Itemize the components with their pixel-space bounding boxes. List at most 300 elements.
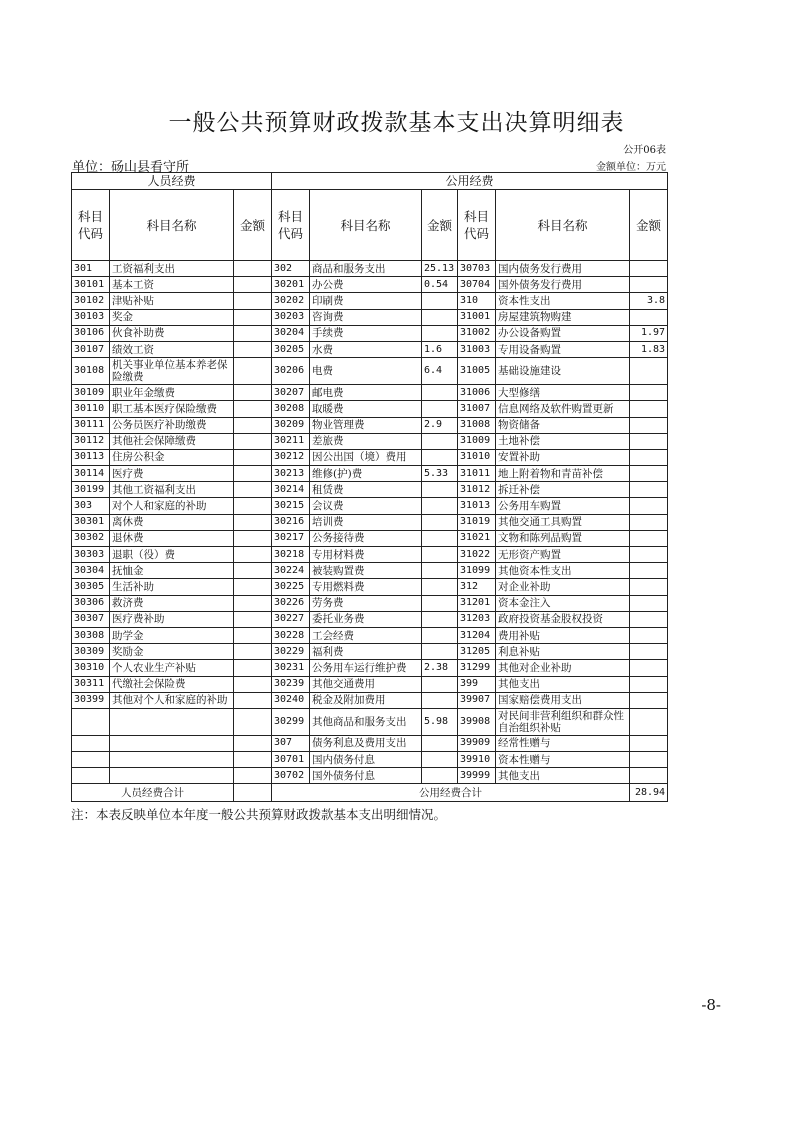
cell-name: 专用设备购置 <box>496 341 630 357</box>
cell-name: 工会经费 <box>310 627 422 643</box>
cell-name: 公务用车购置 <box>496 498 630 514</box>
cell-amount <box>234 530 272 546</box>
cell-code: 31002 <box>458 325 496 341</box>
cell-code: 30199 <box>72 482 110 498</box>
section-personnel: 人员经费 <box>72 173 272 190</box>
cell-name: 其他支出 <box>496 768 630 784</box>
cell-amount: 1.83 <box>630 341 668 357</box>
cell-code: 30305 <box>72 579 110 595</box>
cell-amount <box>630 579 668 595</box>
col-header-amount: 金额 <box>234 190 272 261</box>
cell-code: 31203 <box>458 611 496 627</box>
cell-code: 30704 <box>458 277 496 293</box>
cell-code: 30211 <box>272 433 310 449</box>
table-row <box>72 768 668 784</box>
cell-amount <box>422 676 458 692</box>
cell-name: 土地补偿 <box>496 433 630 449</box>
cell-amount <box>422 627 458 643</box>
money-unit-label: 金额单位：万元 <box>596 162 666 173</box>
cell-name: 房屋建筑物购建 <box>496 309 630 325</box>
cell-name: 劳务费 <box>310 595 422 611</box>
cell-amount <box>630 277 668 293</box>
cell-amount <box>630 595 668 611</box>
cell-amount <box>234 644 272 660</box>
cell-code: 30212 <box>272 449 310 465</box>
cell-name: 资本金注入 <box>496 595 630 611</box>
cell-code: 30701 <box>272 752 310 768</box>
cell-code: 30101 <box>72 277 110 293</box>
cell-code: 30225 <box>272 579 310 595</box>
cell-name: 维修(护)费 <box>310 466 422 482</box>
cell-code: 31009 <box>458 433 496 449</box>
cell-amount: 5.98 <box>422 708 458 735</box>
cell-amount: 1.97 <box>630 325 668 341</box>
cell-amount <box>630 261 668 277</box>
cell-code: 30218 <box>272 547 310 563</box>
cell-code: 30228 <box>272 627 310 643</box>
table-row <box>72 611 668 627</box>
cell-name: 其他对个人和家庭的补助 <box>110 692 234 708</box>
cell-amount <box>422 752 458 768</box>
cell-amount <box>422 482 458 498</box>
cell-amount <box>234 293 272 309</box>
cell-code: 30399 <box>72 692 110 708</box>
table-row <box>72 735 668 751</box>
cell-name: 手续费 <box>310 325 422 341</box>
cell-name: 公务用车运行维护费 <box>310 660 422 676</box>
cell-code: 30204 <box>272 325 310 341</box>
cell-name: 退职（役）费 <box>110 547 234 563</box>
cell-name: 对个人和家庭的补助 <box>110 498 234 514</box>
cell-amount <box>234 466 272 482</box>
cell-code: 30702 <box>272 768 310 784</box>
cell-name: 抚恤金 <box>110 563 234 579</box>
column-header-row <box>72 190 668 261</box>
cell-amount <box>630 563 668 579</box>
cell-amount <box>630 498 668 514</box>
cell-name: 大型修缮 <box>496 385 630 401</box>
cell-amount: 1.6 <box>422 341 458 357</box>
cell-name: 租赁费 <box>310 482 422 498</box>
cell-name: 拆迁补偿 <box>496 482 630 498</box>
cell-code: 31010 <box>458 449 496 465</box>
cell-amount <box>422 498 458 514</box>
cell-amount <box>234 341 272 357</box>
cell-name: 差旅费 <box>310 433 422 449</box>
cell-name: 国外债务发行费用 <box>496 277 630 293</box>
cell-code: 30215 <box>272 498 310 514</box>
table-row <box>72 563 668 579</box>
cell-code: 39908 <box>458 708 496 735</box>
cell-name: 医疗费 <box>110 466 234 482</box>
cell-amount <box>422 595 458 611</box>
cell-code: 31299 <box>458 660 496 676</box>
cell-amount <box>630 692 668 708</box>
cell-amount: 25.13 <box>422 261 458 277</box>
cell-amount <box>234 547 272 563</box>
cell-amount <box>422 692 458 708</box>
cell-name: 退休费 <box>110 530 234 546</box>
cell-code: 39909 <box>458 735 496 751</box>
cell-code: 30311 <box>72 676 110 692</box>
cell-amount <box>630 676 668 692</box>
cell-name: 税金及附加费用 <box>310 692 422 708</box>
cell-code: 30703 <box>458 261 496 277</box>
cell-name: 资本性支出 <box>496 293 630 309</box>
table-row <box>72 547 668 563</box>
table-row <box>72 293 668 309</box>
cell-name: 其他支出 <box>496 676 630 692</box>
cell-name: 咨询费 <box>310 309 422 325</box>
cell-code: 31019 <box>458 514 496 530</box>
table-row <box>72 660 668 676</box>
col-header-code: 科目代码 <box>458 190 496 261</box>
cell-code: 30308 <box>72 627 110 643</box>
cell-name: 津贴补贴 <box>110 293 234 309</box>
cell-amount <box>234 752 272 768</box>
cell-amount <box>630 401 668 417</box>
cell-amount <box>630 611 668 627</box>
table-row <box>72 676 668 692</box>
cell-code: 31011 <box>458 466 496 482</box>
cell-name: 债务利息及费用支出 <box>310 735 422 751</box>
cell-code: 30214 <box>272 482 310 498</box>
table-row <box>72 417 668 433</box>
cell-amount <box>630 514 668 530</box>
cell-code: 30108 <box>72 358 110 385</box>
cell-code: 30206 <box>272 358 310 385</box>
cell-code: 39907 <box>458 692 496 708</box>
cell-code: 30304 <box>72 563 110 579</box>
table-row <box>72 752 668 768</box>
cell-name: 伙食补助费 <box>110 325 234 341</box>
cell-amount <box>234 563 272 579</box>
cell-name: 救济费 <box>110 595 234 611</box>
cell-amount: 3.8 <box>630 293 668 309</box>
cell-name: 信息网络及软件购置更新 <box>496 401 630 417</box>
cell-code: 30201 <box>272 277 310 293</box>
cell-name: 办公设备购置 <box>496 325 630 341</box>
cell-name: 个人农业生产补贴 <box>110 660 234 676</box>
cell-name: 专用燃料费 <box>310 579 422 595</box>
cell-code: 39999 <box>458 768 496 784</box>
cell-amount: 5.33 <box>422 466 458 482</box>
cell-code: 30114 <box>72 466 110 482</box>
cell-name: 专用材料费 <box>310 547 422 563</box>
cell-code: 30301 <box>72 514 110 530</box>
cell-name: 委托业务费 <box>310 611 422 627</box>
cell-code: 30213 <box>272 466 310 482</box>
cell-code <box>72 752 110 768</box>
cell-amount <box>422 293 458 309</box>
personnel-total-label: 人员经费合计 <box>72 784 234 802</box>
cell-name: 基础设施建设 <box>496 358 630 385</box>
cell-amount <box>630 708 668 735</box>
cell-amount <box>630 385 668 401</box>
table-row <box>72 498 668 514</box>
cell-code: 30106 <box>72 325 110 341</box>
cell-amount <box>234 611 272 627</box>
cell-code: 31005 <box>458 358 496 385</box>
cell-name: 离休费 <box>110 514 234 530</box>
cell-code <box>72 768 110 784</box>
cell-code: 30207 <box>272 385 310 401</box>
cell-amount <box>234 449 272 465</box>
cell-amount <box>422 433 458 449</box>
cell-amount <box>630 358 668 385</box>
cell-name <box>110 735 234 751</box>
cell-amount <box>422 579 458 595</box>
expenditure-table <box>71 172 668 802</box>
cell-amount <box>422 401 458 417</box>
cell-code: 31205 <box>458 644 496 660</box>
table-row <box>72 385 668 401</box>
table-row <box>72 627 668 643</box>
cell-name: 电费 <box>310 358 422 385</box>
cell-code: 30240 <box>272 692 310 708</box>
cell-name: 培训费 <box>310 514 422 530</box>
cell-code: 30309 <box>72 644 110 660</box>
cell-code: 30239 <box>272 676 310 692</box>
cell-name: 生活补助 <box>110 579 234 595</box>
cell-name: 费用补贴 <box>496 627 630 643</box>
cell-code: 30112 <box>72 433 110 449</box>
cell-amount <box>234 482 272 498</box>
public-total-label: 公用经费合计 <box>272 784 630 802</box>
cell-amount <box>234 514 272 530</box>
cell-name: 办公费 <box>310 277 422 293</box>
cell-code: 30302 <box>72 530 110 546</box>
cell-code: 307 <box>272 735 310 751</box>
public-total-value: 28.94 <box>630 784 668 802</box>
cell-name: 国外债务付息 <box>310 768 422 784</box>
cell-code: 302 <box>272 261 310 277</box>
cell-code: 30110 <box>72 401 110 417</box>
cell-amount <box>234 595 272 611</box>
table-row <box>72 358 668 385</box>
cell-name: 基本工资 <box>110 277 234 293</box>
cell-amount <box>234 692 272 708</box>
cell-name: 文物和陈列品购置 <box>496 530 630 546</box>
cell-amount <box>234 498 272 514</box>
cell-code: 31008 <box>458 417 496 433</box>
cell-name: 对企业补助 <box>496 579 630 595</box>
cell-amount <box>234 277 272 293</box>
cell-amount <box>234 768 272 784</box>
cell-amount <box>630 309 668 325</box>
cell-code: 31021 <box>458 530 496 546</box>
cell-code: 30203 <box>272 309 310 325</box>
cell-amount <box>630 735 668 751</box>
cell-code: 30231 <box>272 660 310 676</box>
table-row <box>72 579 668 595</box>
cell-code: 303 <box>72 498 110 514</box>
cell-name <box>110 768 234 784</box>
cell-amount <box>630 482 668 498</box>
cell-name: 绩效工资 <box>110 341 234 357</box>
cell-code: 30229 <box>272 644 310 660</box>
cell-code: 30216 <box>272 514 310 530</box>
cell-name: 工资福利支出 <box>110 261 234 277</box>
cell-code <box>72 735 110 751</box>
cell-name: 职业年金缴费 <box>110 385 234 401</box>
cell-code: 31022 <box>458 547 496 563</box>
cell-amount <box>234 579 272 595</box>
cell-amount <box>234 676 272 692</box>
cell-name: 物资储备 <box>496 417 630 433</box>
cell-code: 30310 <box>72 660 110 676</box>
cell-name: 地上附着物和青苗补偿 <box>496 466 630 482</box>
cell-name: 资本性赠与 <box>496 752 630 768</box>
cell-code: 30202 <box>272 293 310 309</box>
cell-amount <box>234 433 272 449</box>
cell-code: 31013 <box>458 498 496 514</box>
cell-name: 物业管理费 <box>310 417 422 433</box>
cell-amount <box>234 401 272 417</box>
cell-amount: 2.9 <box>422 417 458 433</box>
cell-name: 福利费 <box>310 644 422 660</box>
form-number: 公开06表 <box>623 145 666 156</box>
cell-amount <box>630 417 668 433</box>
col-header-code: 科目代码 <box>272 190 310 261</box>
cell-name: 其他交通费用 <box>310 676 422 692</box>
cell-amount <box>630 530 668 546</box>
cell-name: 医疗费补助 <box>110 611 234 627</box>
cell-amount <box>422 547 458 563</box>
cell-code: 30113 <box>72 449 110 465</box>
cell-amount <box>630 449 668 465</box>
cell-name: 其他工资福利支出 <box>110 482 234 498</box>
cell-amount <box>630 547 668 563</box>
cell-name: 因公出国（境）费用 <box>310 449 422 465</box>
cell-name: 其他对企业补助 <box>496 660 630 676</box>
cell-code: 39910 <box>458 752 496 768</box>
cell-name <box>110 708 234 735</box>
table-row <box>72 692 668 708</box>
cell-code: 30306 <box>72 595 110 611</box>
cell-amount <box>234 627 272 643</box>
cell-name: 利息补贴 <box>496 644 630 660</box>
cell-amount <box>234 261 272 277</box>
table-row <box>72 401 668 417</box>
table-row <box>72 433 668 449</box>
cell-code: 399 <box>458 676 496 692</box>
table-row <box>72 449 668 465</box>
table-row <box>72 644 668 660</box>
col-header-name: 科目名称 <box>110 190 234 261</box>
cell-code: 30226 <box>272 595 310 611</box>
cell-name: 对民间非营利组织和群众性自治组织补贴 <box>496 708 630 735</box>
col-header-name: 科目名称 <box>310 190 422 261</box>
cell-amount <box>234 660 272 676</box>
cell-amount <box>630 660 668 676</box>
cell-name: 水费 <box>310 341 422 357</box>
cell-code: 31003 <box>458 341 496 357</box>
cell-name: 国家赔偿费用支出 <box>496 692 630 708</box>
cell-amount <box>630 752 668 768</box>
cell-code: 30107 <box>72 341 110 357</box>
table-row <box>72 595 668 611</box>
table-row <box>72 530 668 546</box>
cell-amount <box>630 466 668 482</box>
table-row <box>72 466 668 482</box>
cell-amount <box>422 530 458 546</box>
cell-name: 公务接待费 <box>310 530 422 546</box>
table-row <box>72 277 668 293</box>
cell-code: 31201 <box>458 595 496 611</box>
cell-name: 公务员医疗补助缴费 <box>110 417 234 433</box>
cell-code: 30227 <box>272 611 310 627</box>
cell-name: 其他资本性支出 <box>496 563 630 579</box>
cell-name: 代缴社会保险费 <box>110 676 234 692</box>
cell-code: 30209 <box>272 417 310 433</box>
cell-code: 30299 <box>272 708 310 735</box>
cell-amount: 0.54 <box>422 277 458 293</box>
cell-code: 31012 <box>458 482 496 498</box>
cell-code: 31001 <box>458 309 496 325</box>
cell-name: 国内债务付息 <box>310 752 422 768</box>
table-row <box>72 708 668 735</box>
cell-name: 职工基本医疗保险缴费 <box>110 401 234 417</box>
cell-amount <box>630 627 668 643</box>
totals-row <box>72 784 668 802</box>
cell-amount <box>422 735 458 751</box>
cell-name: 商品和服务支出 <box>310 261 422 277</box>
cell-name: 住房公积金 <box>110 449 234 465</box>
cell-name: 邮电费 <box>310 385 422 401</box>
cell-name: 奖励金 <box>110 644 234 660</box>
cell-amount <box>630 433 668 449</box>
table-row <box>72 514 668 530</box>
cell-name: 奖金 <box>110 309 234 325</box>
cell-amount <box>234 358 272 385</box>
cell-code: 30205 <box>272 341 310 357</box>
cell-name <box>110 752 234 768</box>
cell-name: 安置补助 <box>496 449 630 465</box>
cell-name: 无形资产购置 <box>496 547 630 563</box>
cell-amount <box>422 644 458 660</box>
cell-name: 其他交通工具购置 <box>496 514 630 530</box>
cell-code: 30208 <box>272 401 310 417</box>
col-header-code: 科目代码 <box>72 190 110 261</box>
cell-name: 印刷费 <box>310 293 422 309</box>
cell-amount <box>422 514 458 530</box>
cell-amount <box>234 385 272 401</box>
unit-label: 单位：砀山县看守所 <box>72 160 190 175</box>
cell-name: 取暖费 <box>310 401 422 417</box>
cell-code: 30303 <box>72 547 110 563</box>
cell-amount <box>234 735 272 751</box>
cell-code: 30307 <box>72 611 110 627</box>
table-row <box>72 341 668 357</box>
cell-name: 被装购置费 <box>310 563 422 579</box>
cell-amount <box>422 449 458 465</box>
col-header-amount: 金额 <box>422 190 458 261</box>
cell-name: 会议费 <box>310 498 422 514</box>
cell-amount <box>422 325 458 341</box>
cell-code: 301 <box>72 261 110 277</box>
cell-name: 助学金 <box>110 627 234 643</box>
cell-amount <box>630 644 668 660</box>
personnel-total-value <box>234 784 272 802</box>
cell-amount <box>234 309 272 325</box>
page-number: -8- <box>701 996 721 1014</box>
cell-code: 30217 <box>272 530 310 546</box>
cell-name: 机关事业单位基本养老保险缴费 <box>110 358 234 385</box>
cell-code: 30224 <box>272 563 310 579</box>
cell-code: 310 <box>458 293 496 309</box>
cell-amount <box>234 708 272 735</box>
